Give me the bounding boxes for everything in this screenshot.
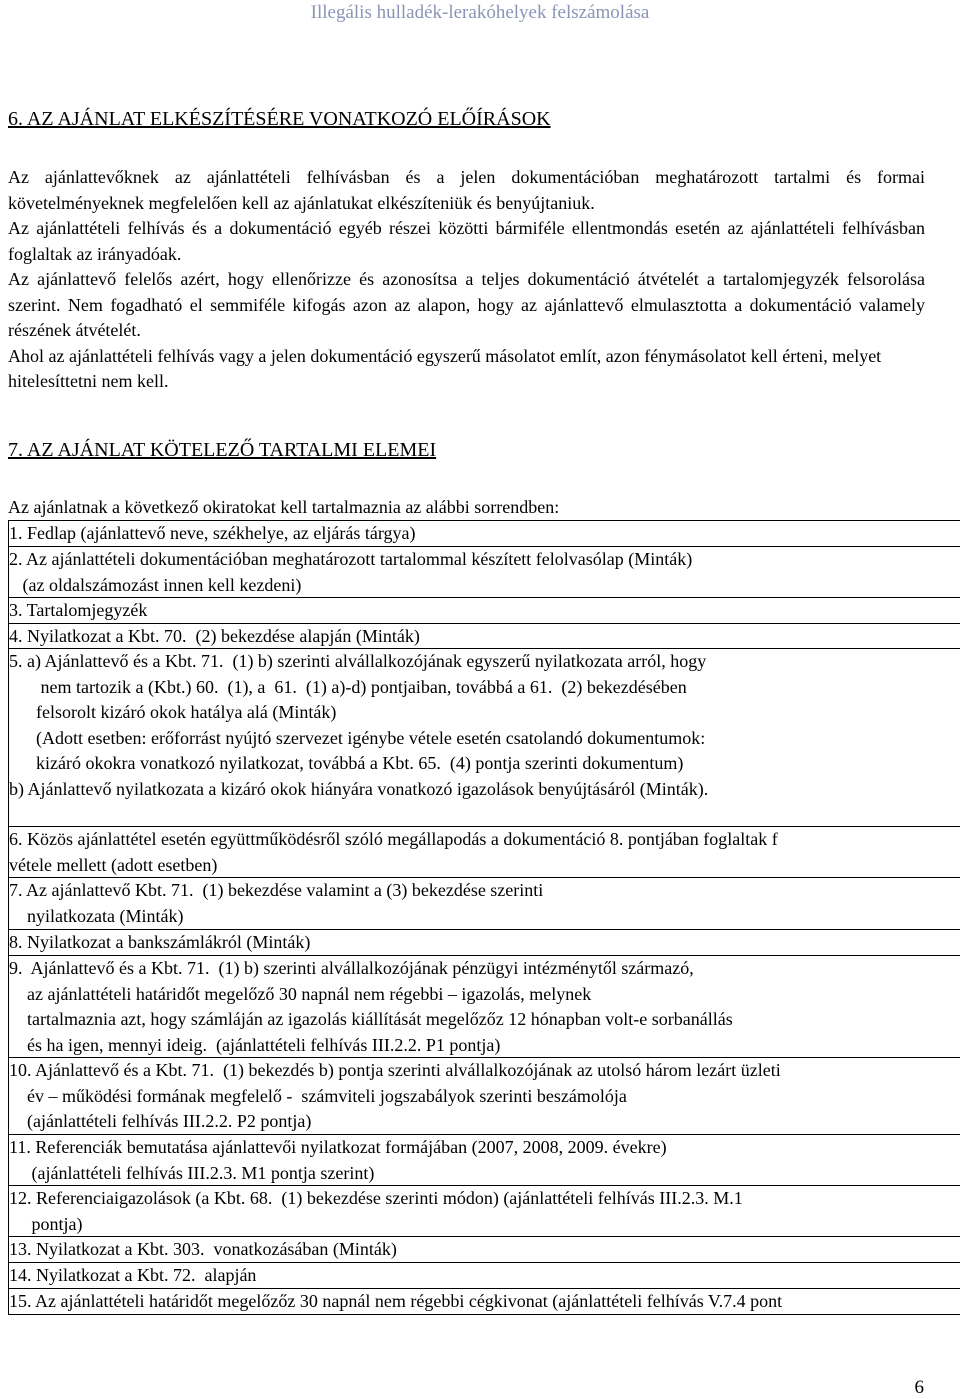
- list-item: [8, 520, 960, 547]
- list-item: [8, 929, 960, 956]
- list-item: [8, 955, 960, 1058]
- running-header: Illegális hulladék-lerakóhelyek felszámolása: [310, 2, 650, 23]
- list-item-line: és ha igen, mennyi ideig. (ajánlattételi felhívás III.2.2. P1 pontja): [9, 1034, 501, 1055]
- list-item-line: 6. Közös ajánlattétel esetén együttműködésről szóló megállapodás a dokumentáció 8. pontjában foglaltak f: [9, 829, 778, 849]
- list-item: [8, 1262, 960, 1289]
- list-item-line: (ajánlattételi felhívás III.2.2. P2 pontja): [9, 1111, 312, 1131]
- list-item-line: 11. Referenciák bemutatása ajánlattevői nyilatkozat formájában (2007, 2008, 2009. évekre): [9, 1137, 667, 1157]
- list-item: [8, 1236, 960, 1263]
- list-item-line: 12. Referenciaigazolások (a Kbt. 68. (1) bekezdése szerinti módon) (ajánlattételi felhívás III.2.3. M.1: [9, 1188, 743, 1208]
- list-item: [8, 1134, 960, 1186]
- list-item: [8, 1185, 960, 1237]
- list-item: [8, 1057, 960, 1135]
- list-item-line: 3. Tartalomjegyzék: [9, 600, 148, 620]
- list-item-line: 5. a) Ajánlattevő és a Kbt. 71. (1) b) szerinti alvállalkozójának egyszerű nyilatkozata arról, hogy: [9, 651, 707, 671]
- paragraph: Ahol az ajánlattételi felhívás vagy a jelen dokumentáció egyszerű másolatot említ, azon fénymásolatot kell érteni, melyet hitelesíttetni nem kell.: [8, 345, 882, 391]
- list-item-line: 8. Nyilatkozat a bankszámlákról (Minták): [9, 932, 311, 952]
- list-item-line: pontja): [9, 1213, 83, 1234]
- list-item-line: 2. Az ajánlattételi dokumentációban meghatározott tartalommal készített felolvasólap (Minták): [9, 549, 693, 569]
- list-item-line: [9, 802, 960, 828]
- list-item: [8, 546, 960, 598]
- list-item-line: vétele mellett (adott esetben): [9, 854, 218, 875]
- paragraph: Az ajánlattételi felhívás és a dokumentáció egyéb részei közötti bármiféle ellentmondás esetén az ajánlattételi felhívásban foglaltak az irányadóak.: [8, 218, 925, 264]
- list-item: [8, 877, 960, 929]
- list-item-line: 15. Az ajánlattételi határidőt megelőzőz 30 napnál nem régebbi cégkivonat (ajánlattételi felhívás V.7.4 pont: [9, 1291, 783, 1311]
- list-item-line: 4. Nyilatkozat a Kbt. 70. (2) bekezdése alapján (Minták): [9, 626, 420, 646]
- list-item-line: 1. Fedlap (ajánlattevő neve, székhelye, az eljárás tárgya): [9, 523, 416, 543]
- list-item-line: kizáró okokra vonatkozó nyilatkozat, továbbá a Kbt. 65. (4) pontja szerinti dokumentum): [9, 753, 684, 773]
- list-item: [8, 648, 960, 828]
- list-item-line: 14. Nyilatkozat a Kbt. 72. alapján: [9, 1265, 257, 1285]
- list-item-line: 10. Ajánlattevő és a Kbt. 71. (1) bekezdés b) pontja szerinti alvállalkozójának az utolsó három lezárt üzleti: [9, 1060, 781, 1080]
- list-item-line: (az oldalszámozást innen kell kezdeni): [9, 574, 302, 595]
- list-item: [8, 623, 960, 650]
- list-item-line: tartalmaznia azt, hogy számláján az igazolás kiállítását megelőzőz 12 hónapban volt-e sorbanállás: [9, 1009, 733, 1029]
- list-item-line: 7. Az ajánlattevő Kbt. 71. (1) bekezdése valamint a (3) bekezdése szerinti: [9, 880, 544, 900]
- list-item-line: (ajánlattételi felhívás III.2.3. M1 pontja szerint): [9, 1162, 375, 1183]
- section-6-body: [8, 165, 925, 395]
- paragraph: Az ajánlattevőknek az ajánlattételi felhívásban és a jelen dokumentációban meghatározott tartalmi és formai követelményeknek megfelelően kell az ajánlatukat elkészíteniük és benyújtaniuk.: [8, 167, 925, 213]
- section-7-intro: Az ajánlatnak a következő okiratokat kell tartalmaznia az alábbi sorrendben:: [8, 497, 560, 517]
- list-item-line: (Adott esetben: erőforrást nyújtó szervezet igénybe vétele esetén csatolandó dokumentumok:: [9, 727, 706, 748]
- list-item: [8, 597, 960, 624]
- list-item-line: 13. Nyilatkozat a Kbt. 303. vonatkozásában (Minták): [9, 1239, 397, 1259]
- paragraph: Az ajánlattevő felelős azért, hogy ellenőrizze és azonosítsa a teljes dokumentáció átvételét a tartalomjegyzék felsorolása szerint. Nem fogadható el semmiféle kifogás azon az alapon, hogy az ajánlattevő elmulasztotta a dokumentáció valamely részének átvételét.: [8, 269, 925, 340]
- list-item-line: 9. Ajánlattevő és a Kbt. 71. (1) b) szerinti alvállalkozójának pénzügyi intézménytől származó,: [9, 958, 694, 978]
- list-item-line: b) Ajánlattevő nyilatkozata a kizáró okok hiányára vonatkozó igazolások benyújtásáról (Minták).: [9, 778, 709, 799]
- list-item-line: év – működési formának megfelelő - számviteli jogszabályok szerinti beszámolója: [9, 1085, 627, 1106]
- list-item-line: felsorolt kizáró okok hatálya alá (Minták): [9, 702, 337, 722]
- section-6-heading: 6. AZ AJÁNLAT ELKÉSZÍTÉSÉRE VONATKOZÓ ELŐÍRÁSOK: [8, 108, 551, 130]
- page-number: 6: [914, 1377, 924, 1398]
- list-item: [8, 826, 960, 878]
- list-item-line: nem tartozik a (Kbt.) 60. (1), a 61. (1) a)-d) pontjaiban, továbbá a 61. (2) bekezdésében: [9, 676, 687, 697]
- list-item-line: nyilatkozata (Minták): [9, 905, 184, 926]
- list-item-line: az ajánlattételi határidőt megelőző 30 napnál nem régebbi – igazolás, melynek: [9, 983, 592, 1004]
- list-bottom-rule: [8, 1314, 960, 1315]
- list-item: [8, 1288, 960, 1315]
- section-7-heading: 7. AZ AJÁNLAT KÖTELEZŐ TARTALMI ELEMEI: [8, 439, 437, 461]
